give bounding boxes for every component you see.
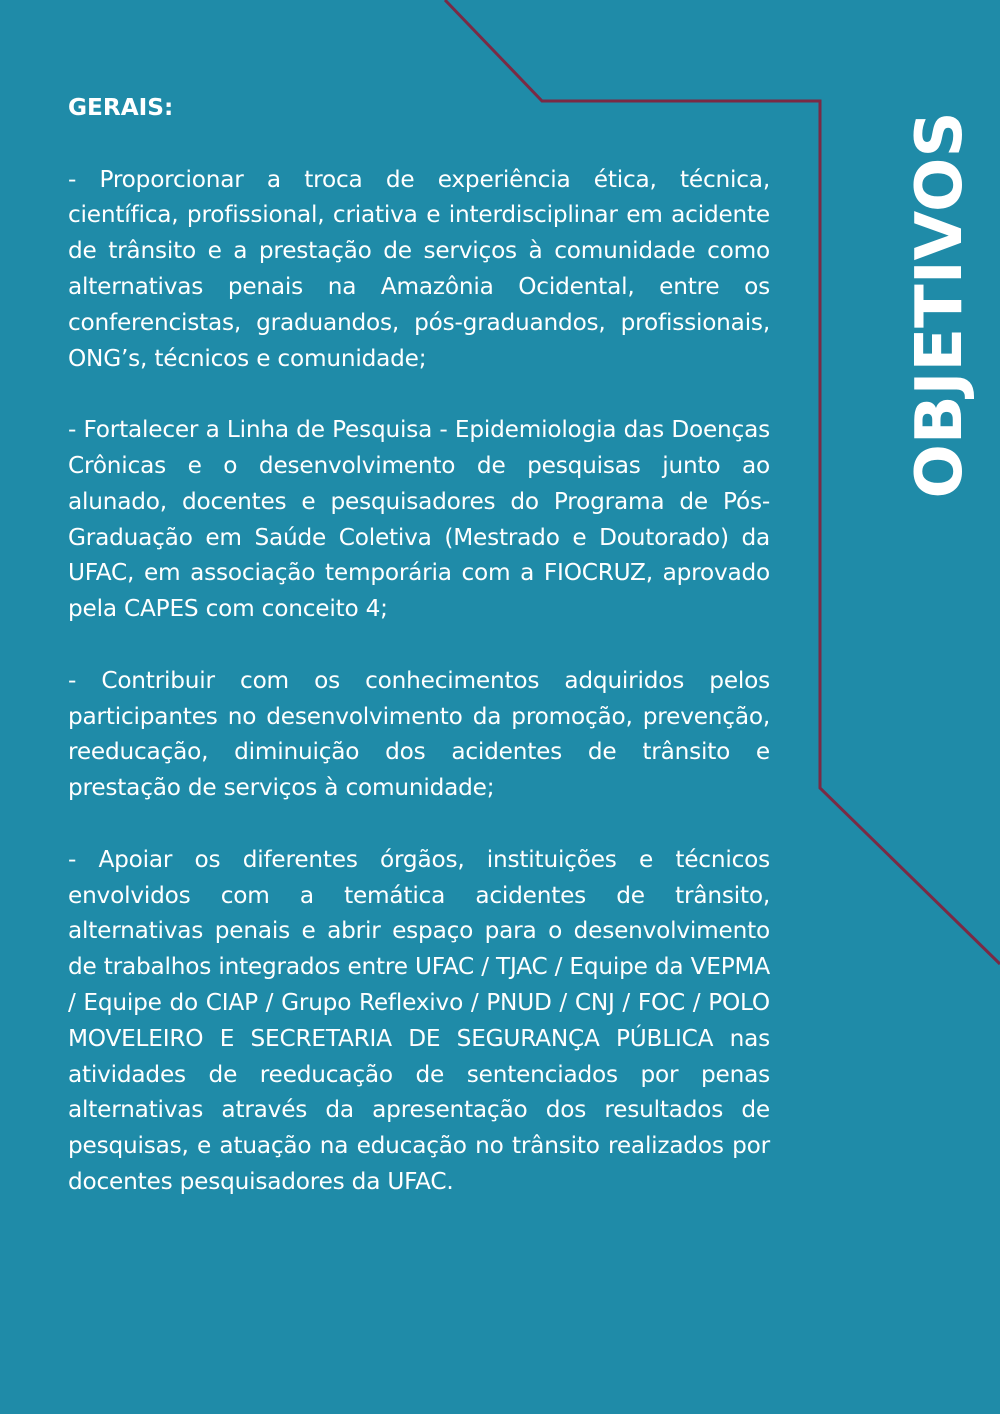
objectives-content <box>68 90 770 1236</box>
objective-item-3: - Contribuir com os conhecimentos adquiridos pelos participantes no desenvolvimento da promoção, prevenção, reeducação, diminuição dos acidentes de trânsito e prestação de serviços à comunidade; <box>68 666 770 802</box>
objective-item-2: - Fortalecer a Linha de Pesquisa - Epidemiologia das Doenças Crônicas e o desenvolvimento de pesquisas junto ao alunado, docentes e pesquisadores do Programa de Pós-Graduação em Saúde Coletiva (Mestrado e Doutorado) da UFAC, em associação temporária com a FIOCRUZ, aprovado pela CAPES com conceito 4; <box>68 416 770 623</box>
objective-item-4: - Apoiar os diferentes órgãos, instituições e técnicos envolvidos com a temática acidentes de trânsito, alternativas penais e abrir espaço para o desenvolvimento de trabalhos integrados entre UFAC / TJAC / Equipe da VEPMA / Equipe do CIAP / Grupo Reflexivo / PNUD / CNJ / FOC / POLO MOVELEIRO E SECRETARIA DE SEGURANÇA PÚBLICA nas atividades de reeducação de sentenciados por penas alternativas através da apresentação dos resultados de pesquisas, e atuação na educação no trânsito realizados por docentes pesquisadores da UFAC. <box>68 845 770 1195</box>
objective-item-1: - Proporcionar a troca de experiência ética, técnica, científica, profissional, criativa e interdisciplinar em acidente de trânsito e a prestação de serviços à comunidade como alternativas penais na Amazônia Ocidental, entre os conferencistas, graduandos, pós-graduandos, profissionais, ONG’s, técnicos e comunidade; <box>68 165 770 372</box>
page-title: OBJETIVOS <box>903 111 977 499</box>
section-heading: GERAIS: <box>68 94 174 121</box>
